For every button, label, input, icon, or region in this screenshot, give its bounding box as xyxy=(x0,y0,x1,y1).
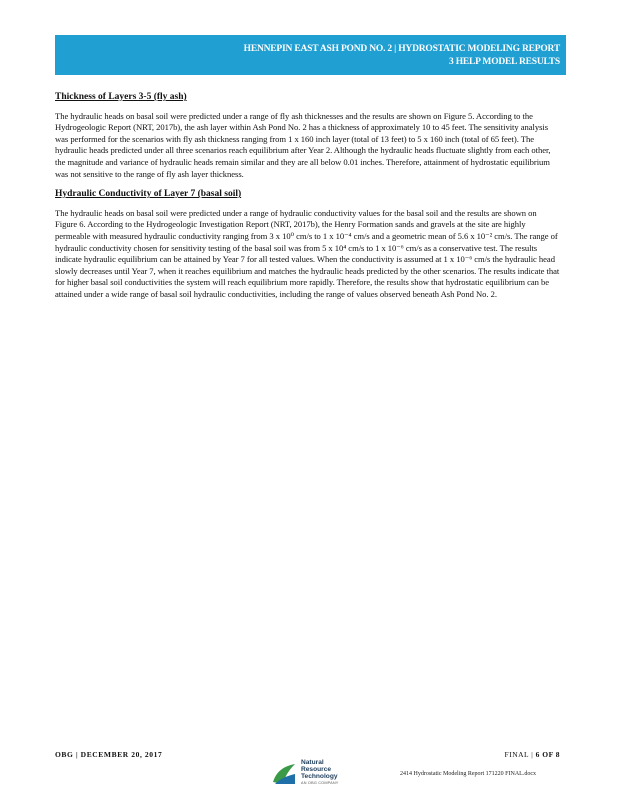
section-title-fly-ash: Thickness of Layers 3-5 (fly ash) xyxy=(55,92,187,102)
paragraph-fly-ash: The hydraulic heads on basal soil were predicted under a range of fly ash thicknesses and the results are shown on Figure 5. According to the Hydrogeologic Report (NRT, 2017b), the ash layer within Ash Pond No. 2 has a thickness of approximately 10 to 45 feet. The sensitivity analysis was performed for the scenarios with fly ash thickness ranging from 1 x 160 inch layer (total of 13 feet) to 5 x 160 inch (total of 65 feet). The hydraulic heads predicted under all three scenarios reach equilibrium after Year 2. Although the hydraulic heads fluctuate slightly from each other, the magnitude and variance of hydraulic heads remain similar and they are all below 0.01 inches. Therefore, attainment of hydrostatic equilibrium was not sensitive to the range of fly ash layer thickness. xyxy=(55,110,551,179)
header-title xyxy=(244,43,560,69)
footer-page-info xyxy=(505,750,560,759)
header-line-1: HENNEPIN EAST ASH POND NO. 2 | HYDROSTATIC MODELING REPORT xyxy=(243,44,560,54)
logo-word-2: Resource xyxy=(301,766,332,773)
header-bar xyxy=(55,35,566,75)
logo-word-3: Technology xyxy=(301,773,338,780)
company-logo xyxy=(271,758,351,790)
paragraph-basal-soil: The hydraulic heads on basal soil were predicted under a range of hydraulic conductivity values for the basal soil and the results are shown on Figure 6. According to the Hydrogeologic Investigation Report (NRT, 2017b), the Henry Formation sands and gravels at the site are highly permeable with measured hydraulic conductivity ranging from 3 x 10⁰ cm/s to 1 x 10⁻⁴ cm/s and a geometric mean of 5.6 x 10⁻² cm/s. The range of hydraulic conductivity chosen for sensitivity testing of the basal soil was from 5 x 10⁴ cm/s to 1 x 10⁻⁶ cm/s as a conservative test. The results indicate hydraulic equilibrium can be attained by Year 7 for all tested values. When the conductivity is assumed at 1 x 10⁻⁶ cm/s the hydraulic head slowly decreases until Year 7, when it reaches equilibrium and matches the hydraulic heads predicted by the other scenarios. The results indicate that for higher basal soil conductivities the system will reach equilibrium more rapidly. Therefore, the results show that hydrostatic equilibrium can be attained under a wide range of basal soil hydraulic conductivities, including the range of values observed beneath Ash Pond No. 2. xyxy=(55,207,560,299)
logo-word-1: Natural xyxy=(301,759,324,766)
footer-filename: 2414 Hydrostatic Modeling Report 171220 FINAL.docx xyxy=(400,771,536,777)
footer-status: FINAL | xyxy=(504,750,534,759)
footer-page-number: 6 OF 8 xyxy=(535,750,560,759)
document-body xyxy=(55,92,560,310)
header-line-2: 3 HELP MODEL RESULTS xyxy=(448,57,560,67)
logo-wordmark xyxy=(301,759,339,787)
nrt-logo-icon xyxy=(271,760,297,786)
section-title-basal-soil: Hydraulic Conductivity of Layer 7 (basal soil) xyxy=(55,189,242,200)
footer-date: OBG | DECEMBER 20, 2017 xyxy=(55,750,163,759)
logo-subtitle: AN OBG COMPANY xyxy=(301,781,339,785)
